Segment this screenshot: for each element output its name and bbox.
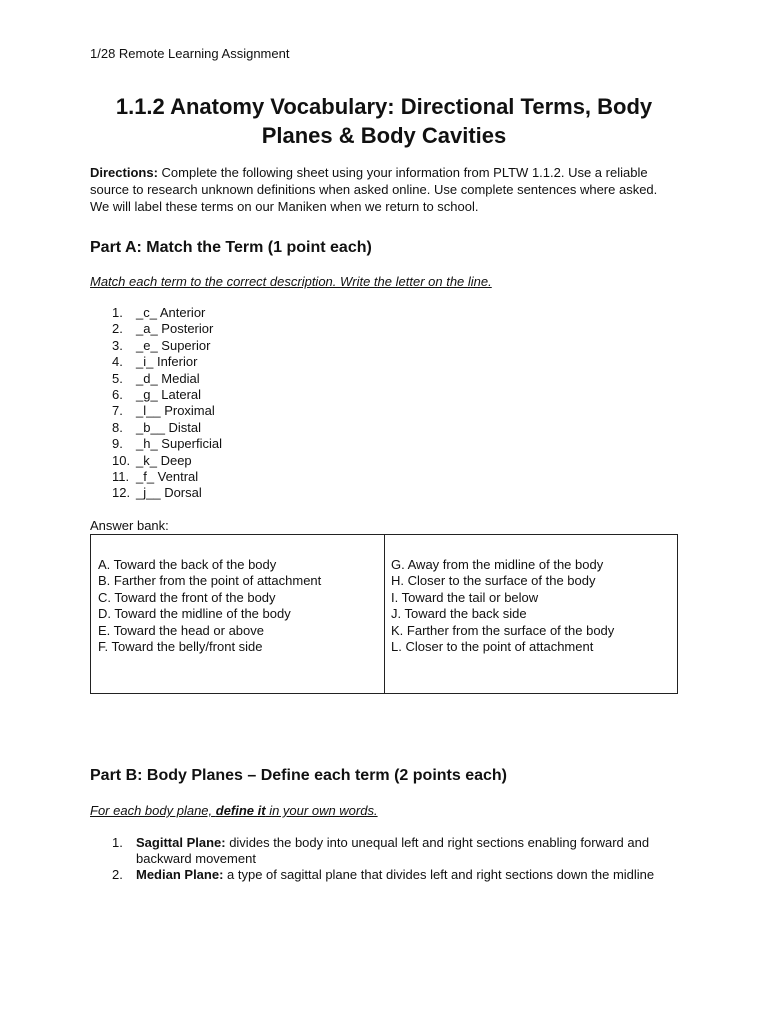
answer-bank-item: I. Toward the tail or below [391,589,539,605]
match-answer-text[interactable]: _f_ Ventral [136,469,199,485]
item-number: 10. [112,452,131,468]
list-item [112,305,222,321]
match-answer-text[interactable]: _h_ Superficial [136,436,222,452]
match-answer-text[interactable]: _i_ Inferior [136,354,198,370]
list-item [112,420,222,436]
list-item [112,835,672,867]
item-number: 5. [112,370,123,386]
match-answer-text[interactable]: _a_ Posterior [136,321,214,337]
answer-bank-right-column [385,535,677,693]
answer-bank-item: A. Toward the back of the body [98,557,277,572]
match-answer-text[interactable]: _e_ Superior [136,337,211,353]
part-b-heading: Part B: Body Planes – Define each term (2 points each) [90,767,508,784]
list-item [112,867,672,883]
part-b-instruction [90,803,378,818]
answer-bank-item: E. Toward the head or above [98,622,264,638]
part-a-heading: Part A: Match the Term (1 point each) [90,239,372,256]
item-number: 11. [112,469,130,485]
item-number: 8. [112,419,123,435]
title-line-1: 1.1.2 Anatomy Vocabulary: Directional Terms, Body [115,94,653,119]
answer-bank-label: Answer bank: [90,518,169,533]
list-item [112,321,222,337]
list-item [112,338,222,354]
match-answer-text[interactable]: _k_ Deep [136,452,192,468]
item-number: 1. [112,835,123,850]
list-item [112,387,222,403]
plane-term: Sagittal Plane: [136,835,226,850]
plane-definition-text: divides the body into unequal left and right sections enabling forward and backward movement [136,835,650,866]
list-item [112,436,222,452]
item-number: 4. [112,354,123,370]
answer-bank-item: F. Toward the belly/front side [98,639,263,655]
directions-label: Directions: [90,165,158,180]
plane-definition[interactable] [136,867,672,883]
answer-bank-left-column [91,535,385,693]
item-number: 6. [112,387,123,403]
page-title [80,92,688,150]
part-b-instruction-post: in your own words. [265,803,378,818]
list-item [112,469,222,485]
match-term-list [112,305,222,502]
plane-term: Median Plane: [136,867,224,882]
list-item [112,371,222,387]
answer-bank-item: C. Toward the front of the body [98,589,276,605]
plane-definition-text: a type of sagittal plane that divides left and right sections down the midline [223,867,655,882]
answer-bank-item: D. Toward the midline of the body [98,606,291,622]
part-b-instruction-pre: For each body plane, [90,803,216,818]
title-line-2: Planes & Body Cavities [261,123,507,148]
body-plane-list [112,835,672,883]
item-number: 12. [112,485,131,501]
list-item [112,354,222,370]
plane-definition[interactable] [136,835,672,867]
item-number: 9. [112,436,123,452]
item-number: 2. [112,321,123,337]
part-b-instruction-bold: define it [215,803,266,818]
answer-bank-item: J. Toward the back side [391,606,527,622]
match-answer-text[interactable]: _b__ Distal [136,419,202,435]
match-answer-text[interactable]: _d_ Medial [136,370,200,386]
item-number: 1. [112,305,123,320]
match-answer-text[interactable]: _c_ Anterior [136,305,206,320]
match-answer-text[interactable]: _l__ Proximal [136,403,215,419]
answer-bank-item: G. Away from the midline of the body [391,557,604,572]
item-number: 3. [112,337,123,353]
match-answer-text[interactable]: _j__ Dorsal [136,485,202,501]
answer-bank-item: H. Closer to the surface of the body [391,573,596,589]
list-item [112,453,222,469]
answer-bank-item: B. Farther from the point of attachment [98,573,322,589]
match-answer-text[interactable]: _g_ Lateral [136,387,202,403]
list-item [112,403,222,419]
answer-bank-item: K. Farther from the surface of the body [391,622,615,638]
list-item [112,485,222,501]
item-number: 7. [112,403,123,419]
answer-bank-item: L. Closer to the point of attachment [391,639,594,655]
directions-text: Complete the following sheet using your information from PLTW 1.1.2. Use a reliable source to research unknown definitions when asked online. Use complete sentences where asked. We will label these terms on our Maniken when we return to school. [90,165,658,214]
part-a-instruction: Match each term to the correct description. Write the letter on the line. [90,274,492,289]
item-number: 2. [112,867,123,882]
directions-paragraph [90,164,680,215]
page-header: 1/28 Remote Learning Assignment [90,46,290,61]
answer-bank-table [90,534,678,694]
